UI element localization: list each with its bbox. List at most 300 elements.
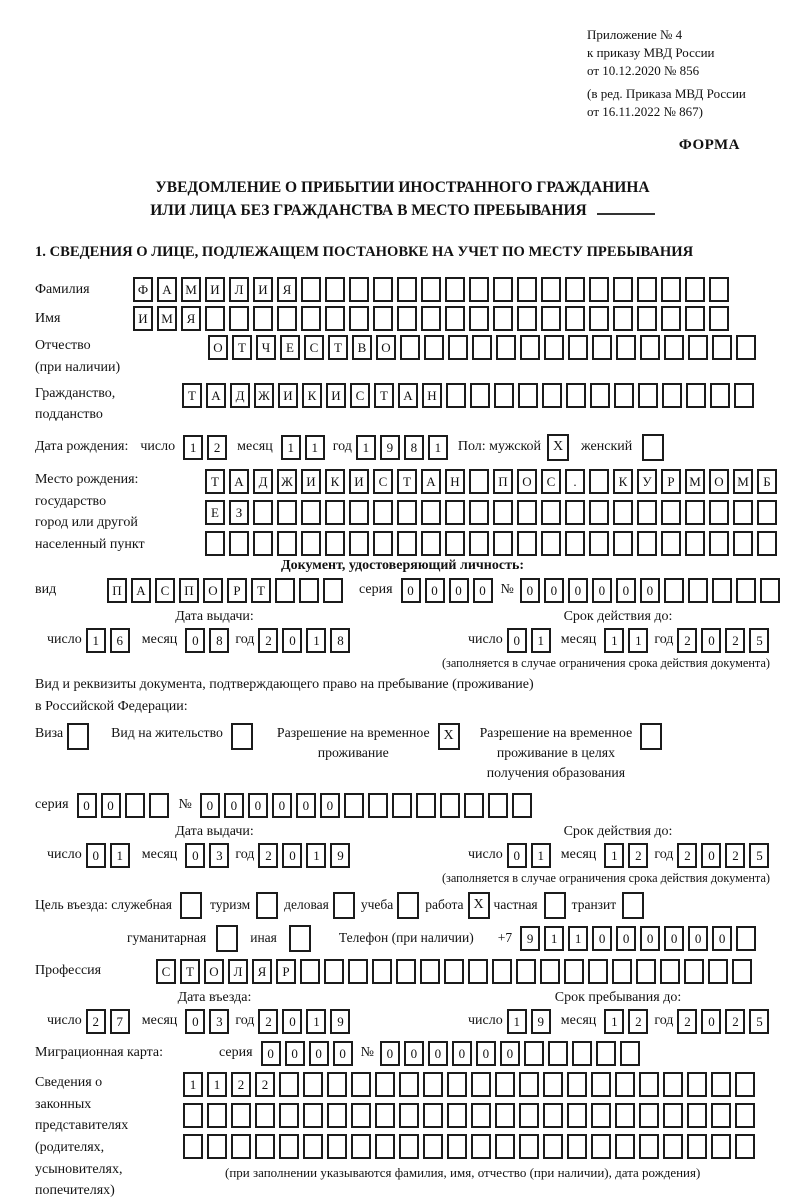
form-cell[interactable]: 0 xyxy=(664,926,684,951)
temp-residence-edu-checkbox[interactable] xyxy=(640,723,662,750)
form-cell[interactable] xyxy=(736,578,756,603)
form-cell[interactable]: А xyxy=(398,383,418,408)
form-cell[interactable]: Р xyxy=(661,469,681,494)
form-cell[interactable]: И xyxy=(253,277,273,302)
form-cell[interactable] xyxy=(445,531,465,556)
form-cell[interactable] xyxy=(541,306,561,331)
form-cell[interactable] xyxy=(375,1103,395,1128)
form-cell[interactable]: 1 xyxy=(604,1009,624,1034)
form-cell[interactable]: В xyxy=(352,335,372,360)
form-cell[interactable] xyxy=(324,959,344,984)
form-cell[interactable] xyxy=(375,1072,395,1097)
form-cell[interactable]: 0 xyxy=(500,1041,520,1066)
form-cell[interactable] xyxy=(448,335,468,360)
form-cell[interactable]: 0 xyxy=(200,793,220,818)
form-cell[interactable]: 0 xyxy=(701,628,721,653)
form-cell[interactable]: Т xyxy=(328,335,348,360)
form-cell[interactable] xyxy=(327,1072,347,1097)
form-cell[interactable]: 8 xyxy=(330,628,350,653)
purpose-other-checkbox[interactable] xyxy=(289,925,311,952)
form-cell[interactable] xyxy=(661,531,681,556)
form-cell[interactable] xyxy=(760,578,780,603)
form-cell[interactable] xyxy=(592,335,612,360)
form-cell[interactable] xyxy=(636,959,656,984)
form-cell[interactable]: 1 xyxy=(604,628,624,653)
form-cell[interactable] xyxy=(300,959,320,984)
form-cell[interactable] xyxy=(520,335,540,360)
form-cell[interactable] xyxy=(303,1072,323,1097)
form-cell[interactable] xyxy=(660,959,680,984)
form-cell[interactable]: 0 xyxy=(449,578,469,603)
form-cell[interactable] xyxy=(471,1072,491,1097)
form-cell[interactable] xyxy=(590,383,610,408)
form-cell[interactable] xyxy=(548,1041,568,1066)
form-cell[interactable] xyxy=(423,1134,443,1159)
form-cell[interactable]: 0 xyxy=(473,578,493,603)
form-cell[interactable]: 0 xyxy=(272,793,292,818)
form-cell[interactable] xyxy=(447,1072,467,1097)
form-cell[interactable]: И xyxy=(326,383,346,408)
form-cell[interactable]: 2 xyxy=(258,1009,278,1034)
form-cell[interactable] xyxy=(519,1072,539,1097)
form-cell[interactable] xyxy=(688,578,708,603)
form-cell[interactable]: С xyxy=(541,469,561,494)
purpose-work-checkbox[interactable]: X xyxy=(468,892,490,919)
form-cell[interactable]: Д xyxy=(230,383,250,408)
form-cell[interactable] xyxy=(279,1103,299,1128)
form-cell[interactable]: П xyxy=(179,578,199,603)
form-cell[interactable] xyxy=(375,1134,395,1159)
form-cell[interactable] xyxy=(303,1103,323,1128)
form-cell[interactable] xyxy=(447,1103,467,1128)
form-cell[interactable]: 0 xyxy=(701,1009,721,1034)
form-cell[interactable]: И xyxy=(278,383,298,408)
form-cell[interactable]: 8 xyxy=(404,435,424,460)
form-cell[interactable] xyxy=(612,959,632,984)
form-cell[interactable] xyxy=(613,277,633,302)
form-cell[interactable] xyxy=(416,793,436,818)
form-cell[interactable]: И xyxy=(349,469,369,494)
form-cell[interactable]: 0 xyxy=(701,843,721,868)
form-cell[interactable]: 3 xyxy=(209,843,229,868)
form-cell[interactable]: 0 xyxy=(401,578,421,603)
form-cell[interactable]: О xyxy=(376,335,396,360)
form-cell[interactable]: 0 xyxy=(640,926,660,951)
form-cell[interactable]: О xyxy=(204,959,224,984)
form-cell[interactable] xyxy=(351,1072,371,1097)
form-cell[interactable] xyxy=(303,1134,323,1159)
form-cell[interactable] xyxy=(446,383,466,408)
form-cell[interactable] xyxy=(664,335,684,360)
form-cell[interactable] xyxy=(736,926,756,951)
form-cell[interactable]: 2 xyxy=(231,1072,251,1097)
form-cell[interactable] xyxy=(711,1072,731,1097)
form-cell[interactable] xyxy=(301,531,321,556)
form-cell[interactable] xyxy=(397,531,417,556)
form-cell[interactable]: 2 xyxy=(725,1009,745,1034)
form-cell[interactable]: 2 xyxy=(628,1009,648,1034)
form-cell[interactable] xyxy=(685,277,705,302)
form-cell[interactable] xyxy=(524,1041,544,1066)
form-cell[interactable] xyxy=(469,500,489,525)
form-cell[interactable] xyxy=(327,1103,347,1128)
form-cell[interactable]: И xyxy=(301,469,321,494)
form-cell[interactable] xyxy=(495,1134,515,1159)
purpose-humanitarian-checkbox[interactable] xyxy=(216,925,238,952)
form-cell[interactable] xyxy=(183,1134,203,1159)
form-cell[interactable] xyxy=(301,306,321,331)
form-cell[interactable]: А xyxy=(421,469,441,494)
form-cell[interactable] xyxy=(663,1072,683,1097)
form-cell[interactable] xyxy=(493,277,513,302)
form-cell[interactable] xyxy=(488,793,508,818)
form-cell[interactable]: Я xyxy=(252,959,272,984)
form-cell[interactable]: 0 xyxy=(712,926,732,951)
form-cell[interactable]: 1 xyxy=(183,435,203,460)
form-cell[interactable] xyxy=(277,531,297,556)
form-cell[interactable] xyxy=(301,277,321,302)
form-cell[interactable] xyxy=(565,531,585,556)
form-cell[interactable] xyxy=(397,277,417,302)
form-cell[interactable] xyxy=(494,383,514,408)
form-cell[interactable]: Д xyxy=(253,469,273,494)
form-cell[interactable]: 0 xyxy=(296,793,316,818)
form-cell[interactable] xyxy=(541,531,561,556)
form-cell[interactable] xyxy=(543,1103,563,1128)
form-cell[interactable] xyxy=(540,959,560,984)
form-cell[interactable] xyxy=(757,500,777,525)
form-cell[interactable]: И xyxy=(205,277,225,302)
form-cell[interactable]: К xyxy=(302,383,322,408)
form-cell[interactable]: 5 xyxy=(749,1009,769,1034)
form-cell[interactable] xyxy=(351,1134,371,1159)
form-cell[interactable] xyxy=(565,306,585,331)
form-cell[interactable]: 1 xyxy=(507,1009,527,1034)
form-cell[interactable]: Ж xyxy=(254,383,274,408)
form-cell[interactable]: 0 xyxy=(568,578,588,603)
form-cell[interactable] xyxy=(399,1134,419,1159)
form-cell[interactable] xyxy=(589,531,609,556)
form-cell[interactable] xyxy=(349,500,369,525)
form-cell[interactable]: Ф xyxy=(133,277,153,302)
form-cell[interactable]: Л xyxy=(229,277,249,302)
form-cell[interactable]: О xyxy=(517,469,537,494)
form-cell[interactable] xyxy=(469,469,489,494)
form-cell[interactable] xyxy=(444,959,464,984)
form-cell[interactable] xyxy=(231,1134,251,1159)
form-cell[interactable]: Т xyxy=(205,469,225,494)
form-cell[interactable]: 0 xyxy=(101,793,121,818)
form-cell[interactable]: Н xyxy=(445,469,465,494)
form-cell[interactable]: М xyxy=(181,277,201,302)
form-cell[interactable] xyxy=(566,383,586,408)
form-cell[interactable] xyxy=(518,383,538,408)
form-cell[interactable]: А xyxy=(131,578,151,603)
form-cell[interactable] xyxy=(544,335,564,360)
form-cell[interactable] xyxy=(229,306,249,331)
form-cell[interactable] xyxy=(735,1134,755,1159)
form-cell[interactable]: 2 xyxy=(628,843,648,868)
form-cell[interactable]: Е xyxy=(280,335,300,360)
form-cell[interactable] xyxy=(396,959,416,984)
form-cell[interactable] xyxy=(519,1103,539,1128)
form-cell[interactable]: 0 xyxy=(380,1041,400,1066)
form-cell[interactable]: Ч xyxy=(256,335,276,360)
form-cell[interactable]: М xyxy=(685,469,705,494)
form-cell[interactable]: Т xyxy=(180,959,200,984)
form-cell[interactable]: С xyxy=(156,959,176,984)
form-cell[interactable] xyxy=(588,959,608,984)
form-cell[interactable] xyxy=(517,277,537,302)
form-cell[interactable] xyxy=(255,1103,275,1128)
form-cell[interactable] xyxy=(368,793,388,818)
form-cell[interactable] xyxy=(614,383,634,408)
form-cell[interactable]: К xyxy=(325,469,345,494)
form-cell[interactable]: 0 xyxy=(616,578,636,603)
form-cell[interactable] xyxy=(710,383,730,408)
form-cell[interactable] xyxy=(470,383,490,408)
form-cell[interactable] xyxy=(351,1103,371,1128)
form-cell[interactable] xyxy=(686,383,706,408)
form-cell[interactable] xyxy=(372,959,392,984)
form-cell[interactable]: Р xyxy=(227,578,247,603)
form-cell[interactable] xyxy=(493,306,513,331)
form-cell[interactable]: 0 xyxy=(640,578,660,603)
form-cell[interactable]: Т xyxy=(232,335,252,360)
form-cell[interactable] xyxy=(735,1103,755,1128)
form-cell[interactable]: Р xyxy=(276,959,296,984)
form-cell[interactable]: П xyxy=(107,578,127,603)
form-cell[interactable]: 0 xyxy=(452,1041,472,1066)
form-cell[interactable] xyxy=(205,306,225,331)
form-cell[interactable]: М xyxy=(733,469,753,494)
form-cell[interactable]: 2 xyxy=(677,628,697,653)
form-cell[interactable] xyxy=(397,306,417,331)
form-cell[interactable] xyxy=(685,500,705,525)
form-cell[interactable] xyxy=(615,1072,635,1097)
form-cell[interactable]: Е xyxy=(205,500,225,525)
form-cell[interactable]: 0 xyxy=(185,843,205,868)
form-cell[interactable] xyxy=(471,1134,491,1159)
form-cell[interactable] xyxy=(421,306,441,331)
form-cell[interactable] xyxy=(469,277,489,302)
form-cell[interactable] xyxy=(736,335,756,360)
form-cell[interactable] xyxy=(349,306,369,331)
form-cell[interactable] xyxy=(572,1041,592,1066)
form-cell[interactable]: 0 xyxy=(616,926,636,951)
form-cell[interactable] xyxy=(469,531,489,556)
form-cell[interactable]: 9 xyxy=(520,926,540,951)
form-cell[interactable]: 9 xyxy=(531,1009,551,1034)
form-cell[interactable]: 0 xyxy=(404,1041,424,1066)
form-cell[interactable]: 0 xyxy=(185,1009,205,1034)
form-cell[interactable] xyxy=(640,335,660,360)
form-cell[interactable]: 0 xyxy=(285,1041,305,1066)
form-cell[interactable] xyxy=(349,531,369,556)
form-cell[interactable] xyxy=(639,1134,659,1159)
form-cell[interactable] xyxy=(662,383,682,408)
form-cell[interactable] xyxy=(661,277,681,302)
form-cell[interactable]: 0 xyxy=(476,1041,496,1066)
form-cell[interactable] xyxy=(616,335,636,360)
form-cell[interactable] xyxy=(734,383,754,408)
form-cell[interactable]: Л xyxy=(228,959,248,984)
form-cell[interactable] xyxy=(253,500,273,525)
form-cell[interactable]: З xyxy=(229,500,249,525)
form-cell[interactable]: 0 xyxy=(224,793,244,818)
purpose-tourism-checkbox[interactable] xyxy=(256,892,278,919)
form-cell[interactable] xyxy=(711,1103,731,1128)
form-cell[interactable]: О xyxy=(208,335,228,360)
form-cell[interactable] xyxy=(685,531,705,556)
form-cell[interactable]: 0 xyxy=(520,578,540,603)
form-cell[interactable] xyxy=(565,500,585,525)
form-cell[interactable] xyxy=(373,531,393,556)
form-cell[interactable] xyxy=(541,500,561,525)
form-cell[interactable] xyxy=(542,383,562,408)
form-cell[interactable]: 0 xyxy=(282,628,302,653)
form-cell[interactable] xyxy=(684,959,704,984)
form-cell[interactable] xyxy=(687,1103,707,1128)
form-cell[interactable] xyxy=(757,531,777,556)
form-cell[interactable]: Т xyxy=(251,578,271,603)
form-cell[interactable]: М xyxy=(157,306,177,331)
form-cell[interactable] xyxy=(688,335,708,360)
form-cell[interactable] xyxy=(568,335,588,360)
form-cell[interactable] xyxy=(591,1134,611,1159)
form-cell[interactable] xyxy=(664,578,684,603)
form-cell[interactable] xyxy=(661,306,681,331)
form-cell[interactable] xyxy=(493,500,513,525)
form-cell[interactable]: 1 xyxy=(110,843,130,868)
form-cell[interactable]: 1 xyxy=(183,1072,203,1097)
form-cell[interactable] xyxy=(564,959,584,984)
form-cell[interactable] xyxy=(516,959,536,984)
form-cell[interactable] xyxy=(207,1134,227,1159)
form-cell[interactable]: 1 xyxy=(544,926,564,951)
form-cell[interactable] xyxy=(183,1103,203,1128)
form-cell[interactable] xyxy=(637,500,657,525)
form-cell[interactable] xyxy=(567,1072,587,1097)
form-cell[interactable]: 2 xyxy=(255,1072,275,1097)
form-cell[interactable] xyxy=(445,277,465,302)
form-cell[interactable]: 0 xyxy=(77,793,97,818)
form-cell[interactable] xyxy=(567,1103,587,1128)
purpose-private-checkbox[interactable] xyxy=(544,892,566,919)
form-cell[interactable] xyxy=(468,959,488,984)
form-cell[interactable] xyxy=(493,531,513,556)
form-cell[interactable]: С xyxy=(350,383,370,408)
form-cell[interactable]: 5 xyxy=(749,843,769,868)
form-cell[interactable] xyxy=(445,500,465,525)
form-cell[interactable] xyxy=(464,793,484,818)
form-cell[interactable] xyxy=(613,306,633,331)
form-cell[interactable]: К xyxy=(613,469,633,494)
form-cell[interactable] xyxy=(445,306,465,331)
form-cell[interactable]: 2 xyxy=(258,628,278,653)
temp-residence-checkbox[interactable]: X xyxy=(438,723,460,750)
form-cell[interactable]: П xyxy=(493,469,513,494)
form-cell[interactable] xyxy=(687,1072,707,1097)
form-cell[interactable] xyxy=(517,500,537,525)
form-cell[interactable]: 2 xyxy=(86,1009,106,1034)
form-cell[interactable] xyxy=(638,383,658,408)
form-cell[interactable] xyxy=(279,1072,299,1097)
form-cell[interactable]: 1 xyxy=(428,435,448,460)
form-cell[interactable]: 2 xyxy=(725,628,745,653)
form-cell[interactable]: 2 xyxy=(677,843,697,868)
form-cell[interactable] xyxy=(424,335,444,360)
form-cell[interactable]: Б xyxy=(757,469,777,494)
form-cell[interactable] xyxy=(231,1103,251,1128)
form-cell[interactable]: С xyxy=(304,335,324,360)
form-cell[interactable]: Я xyxy=(181,306,201,331)
form-cell[interactable]: 1 xyxy=(531,843,551,868)
form-cell[interactable] xyxy=(373,500,393,525)
form-cell[interactable]: 9 xyxy=(330,843,350,868)
form-cell[interactable]: 0 xyxy=(592,578,612,603)
form-cell[interactable] xyxy=(325,306,345,331)
form-cell[interactable] xyxy=(207,1103,227,1128)
form-cell[interactable] xyxy=(325,531,345,556)
form-cell[interactable]: С xyxy=(373,469,393,494)
form-cell[interactable]: Н xyxy=(422,383,442,408)
form-cell[interactable] xyxy=(399,1072,419,1097)
form-cell[interactable]: 0 xyxy=(282,843,302,868)
residence-permit-checkbox[interactable] xyxy=(231,723,253,750)
form-cell[interactable] xyxy=(496,335,516,360)
form-cell[interactable] xyxy=(687,1134,707,1159)
form-cell[interactable] xyxy=(149,793,169,818)
form-cell[interactable] xyxy=(255,1134,275,1159)
form-cell[interactable] xyxy=(253,531,273,556)
form-cell[interactable] xyxy=(733,500,753,525)
form-cell[interactable] xyxy=(301,500,321,525)
form-cell[interactable] xyxy=(420,959,440,984)
form-cell[interactable]: С xyxy=(155,578,175,603)
purpose-business-checkbox[interactable] xyxy=(333,892,355,919)
form-cell[interactable] xyxy=(519,1134,539,1159)
form-cell[interactable] xyxy=(469,306,489,331)
form-cell[interactable] xyxy=(589,277,609,302)
form-cell[interactable]: 0 xyxy=(592,926,612,951)
form-cell[interactable]: 8 xyxy=(209,628,229,653)
form-cell[interactable]: 1 xyxy=(568,926,588,951)
form-cell[interactable] xyxy=(591,1072,611,1097)
form-cell[interactable] xyxy=(421,277,441,302)
form-cell[interactable] xyxy=(637,277,657,302)
form-cell[interactable]: 1 xyxy=(531,628,551,653)
sex-female-checkbox[interactable] xyxy=(642,434,664,461)
form-cell[interactable] xyxy=(517,306,537,331)
form-cell[interactable] xyxy=(517,531,537,556)
form-cell[interactable] xyxy=(639,1103,659,1128)
form-cell[interactable] xyxy=(400,335,420,360)
form-cell[interactable]: Ж xyxy=(277,469,297,494)
form-cell[interactable]: 2 xyxy=(677,1009,697,1034)
form-cell[interactable] xyxy=(615,1134,635,1159)
form-cell[interactable] xyxy=(472,335,492,360)
form-cell[interactable] xyxy=(344,793,364,818)
form-cell[interactable] xyxy=(423,1072,443,1097)
form-cell[interactable] xyxy=(591,1103,611,1128)
form-cell[interactable]: 0 xyxy=(248,793,268,818)
form-cell[interactable]: А xyxy=(206,383,226,408)
form-cell[interactable]: 1 xyxy=(306,628,326,653)
form-cell[interactable]: 3 xyxy=(209,1009,229,1034)
form-cell[interactable] xyxy=(589,469,609,494)
form-cell[interactable] xyxy=(325,500,345,525)
